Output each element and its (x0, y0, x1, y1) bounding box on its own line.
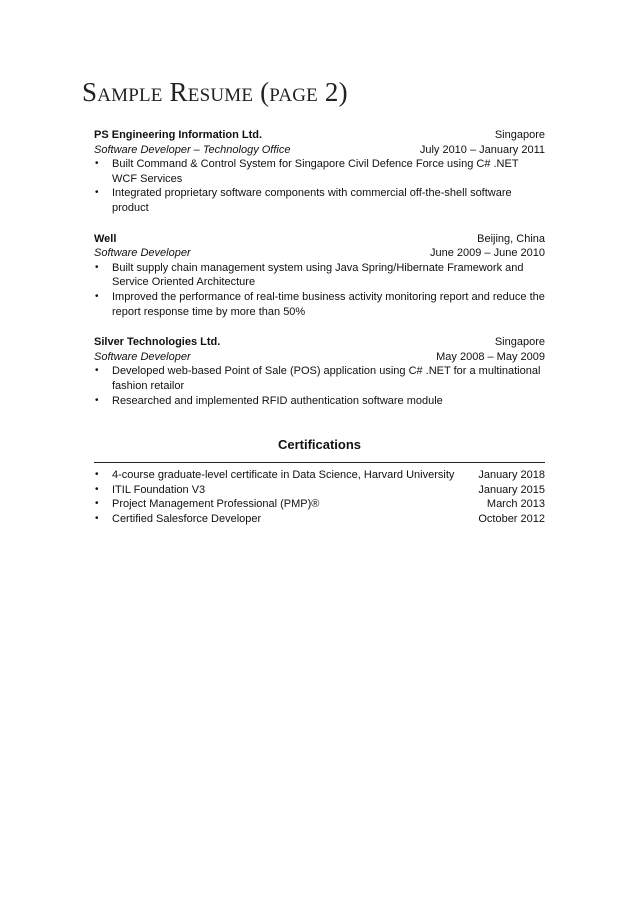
job-bullet: • Researched and implemented RFID authentication software module (94, 394, 545, 409)
job-role: Software Developer (94, 247, 191, 260)
job-role: Software Developer (94, 350, 191, 363)
page-title: Sample Resume (page 2) (82, 77, 348, 107)
job-location: Beijing, China (477, 232, 545, 245)
company-name: Silver Technologies Ltd. (94, 336, 221, 349)
job-location: Singapore (494, 336, 545, 349)
certification-name: • Certified Salesforce Developer (112, 512, 262, 525)
job-bullets (94, 261, 545, 319)
certification-name: • ITIL Foundation V3 (112, 483, 206, 496)
job-role: Software Developer – Technology Office (94, 143, 291, 156)
job-header (94, 128, 545, 143)
certification-item (94, 468, 545, 483)
certification-item (94, 497, 545, 512)
job-bullets (94, 157, 545, 215)
job-header (94, 232, 545, 247)
company-name: PS Engineering Information Ltd. (94, 129, 263, 141)
job-entry (94, 335, 545, 408)
job-bullet: • Improved the performance of real-time business activity monitoring report and reduce the report response time by more than 50% (94, 290, 545, 319)
resume-content (94, 128, 545, 526)
certification-item (94, 483, 545, 498)
job-subheader (94, 246, 545, 261)
job-header (94, 335, 545, 350)
certification-date: October 2012 (478, 512, 545, 525)
job-subheader (94, 143, 545, 158)
job-dates: May 2008 – May 2009 (436, 350, 545, 363)
job-bullet: • Integrated proprietary software components with commercial off-the-shell software product (94, 186, 545, 215)
job-subheader (94, 350, 545, 365)
job-bullet: • Developed web-based Point of Sale (POS) application using C# .NET for a multinational fashion retailor (94, 364, 545, 393)
certifications-heading: Certifications (94, 437, 545, 463)
certification-date: March 2013 (486, 498, 545, 511)
job-bullet: • Built supply chain management system using Java Spring/Hibernate Framework and Service Oriented Architecture (94, 261, 545, 290)
company-name: Well (94, 232, 117, 245)
job-entry (94, 232, 545, 320)
job-bullets (94, 364, 545, 408)
certification-name: • 4-course graduate-level certificate in Data Science, Harvard University (112, 469, 455, 482)
certification-item (94, 512, 545, 527)
job-location: Singapore (494, 129, 545, 141)
certification-date: January 2018 (478, 469, 545, 482)
certifications-list (94, 468, 545, 526)
certification-date: January 2015 (478, 483, 545, 496)
job-dates: June 2009 – June 2010 (430, 247, 545, 260)
job-dates: July 2010 – January 2011 (419, 143, 545, 156)
job-bullet: • Built Command & Control System for Singapore Civil Defence Force using C# .NET WCF Services (94, 157, 545, 186)
job-entry (94, 128, 545, 216)
certification-name: • Project Management Professional (PMP)® (112, 498, 320, 511)
